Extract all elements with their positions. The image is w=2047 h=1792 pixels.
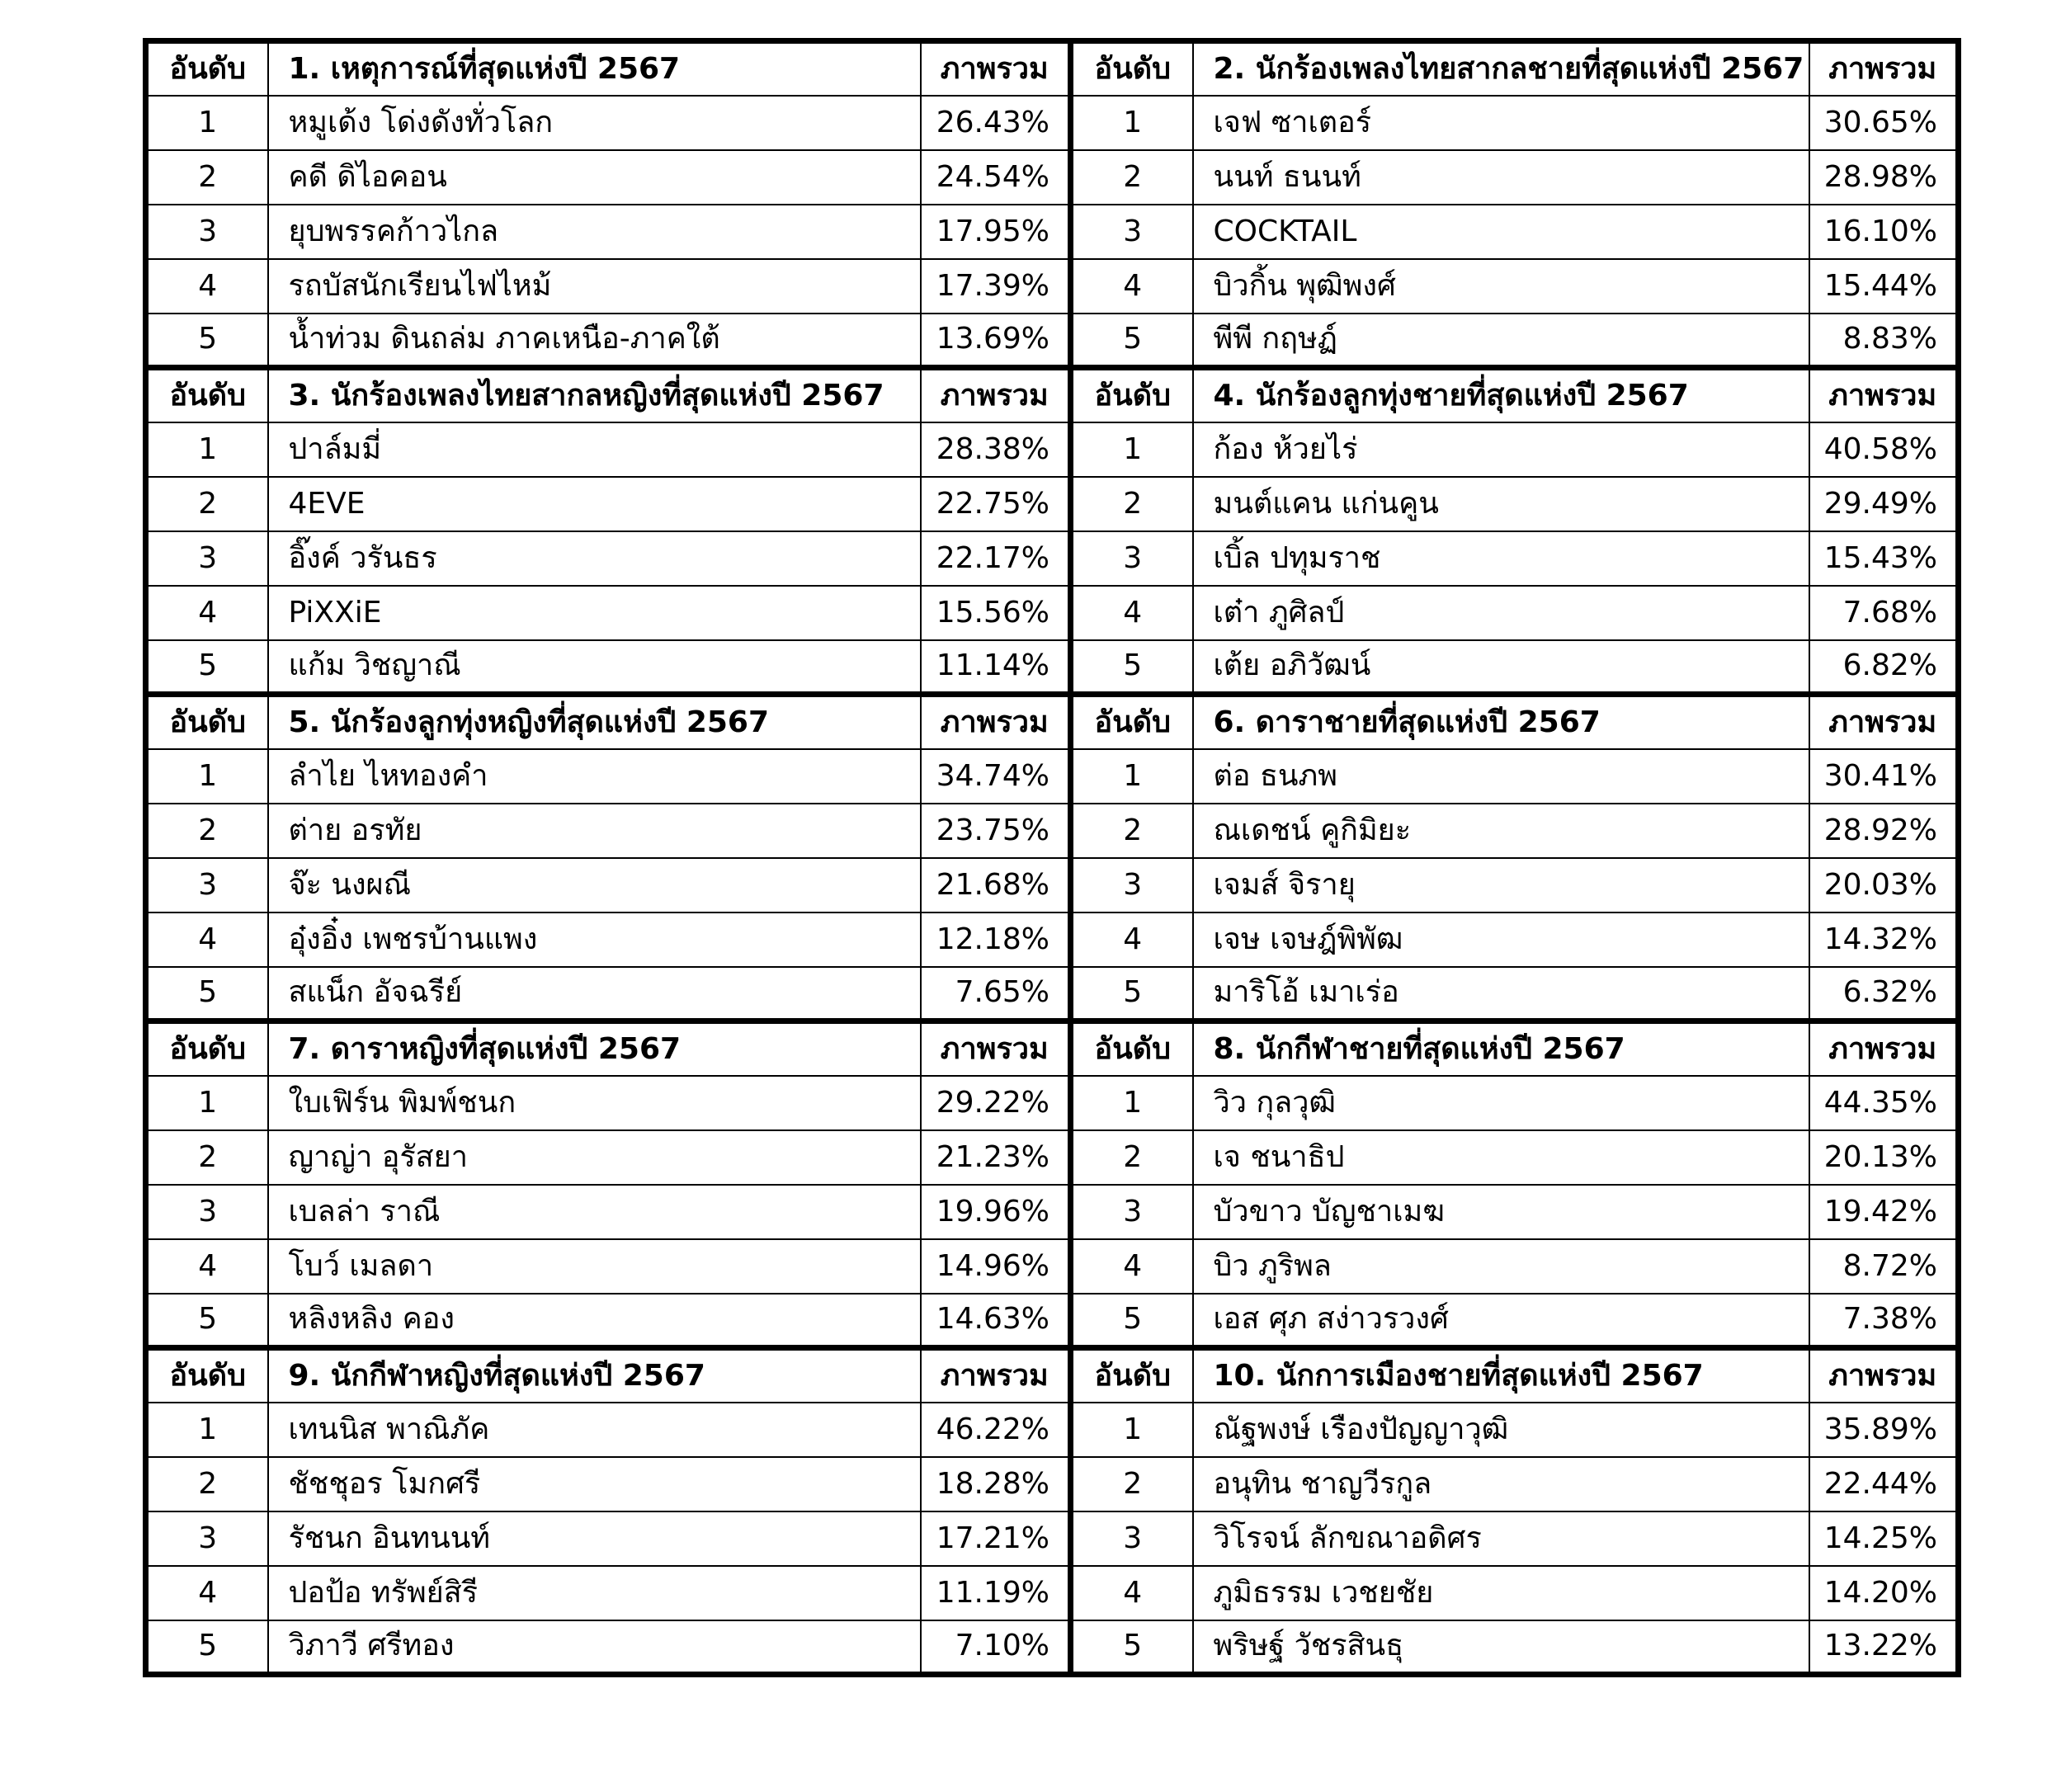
percent-cell: 28.98% xyxy=(1809,150,1959,205)
table-row xyxy=(146,96,1959,150)
rank-cell: 4 xyxy=(146,1239,268,1294)
percent-cell: 14.20% xyxy=(1809,1566,1959,1620)
name-cell: หลิงหลิง คอง xyxy=(268,1294,921,1348)
rank-cell: 5 xyxy=(146,1620,268,1675)
percent-cell: 16.10% xyxy=(1809,205,1959,259)
poll-results-body xyxy=(146,41,1959,1675)
rank-cell: 1 xyxy=(1071,96,1193,150)
table-row xyxy=(146,422,1959,477)
percent-cell: 22.44% xyxy=(1809,1457,1959,1511)
percent-cell: 20.03% xyxy=(1809,858,1959,913)
rank-column-header: อันดับ xyxy=(1071,1021,1193,1076)
rank-cell: 5 xyxy=(1071,640,1193,695)
name-cell: ยุบพรรคก้าวไกล xyxy=(268,205,921,259)
name-cell: เบลล่า ราณี xyxy=(268,1185,921,1239)
rank-cell: 2 xyxy=(146,1130,268,1185)
table-row xyxy=(146,205,1959,259)
table-row xyxy=(146,1403,1959,1457)
percent-cell: 29.49% xyxy=(1809,477,1959,531)
name-cell: เจ ชนาธิป xyxy=(1193,1130,1809,1185)
rank-cell: 3 xyxy=(146,1511,268,1566)
name-cell: สแน็ก อัจฉรีย์ xyxy=(268,967,921,1021)
table-row xyxy=(146,749,1959,804)
name-cell: COCKTAIL xyxy=(1193,205,1809,259)
name-cell: ต่าย อรทัย xyxy=(268,804,921,858)
percent-cell: 14.32% xyxy=(1809,913,1959,967)
category-title: 1. เหตุการณ์ที่สุดแห่งปี 2567 xyxy=(268,41,921,96)
poll-results-table xyxy=(143,38,1961,1677)
table-row xyxy=(146,1457,1959,1511)
percent-cell: 14.96% xyxy=(921,1239,1071,1294)
name-cell: เจษ เจษฎ์พิพัฒ xyxy=(1193,913,1809,967)
category-title: 4. นักร้องลูกทุ่งชายที่สุดแห่งปี 2567 xyxy=(1193,368,1809,422)
percent-cell: 21.68% xyxy=(921,858,1071,913)
rank-column-header: อันดับ xyxy=(146,695,268,749)
category-title: 10. นักการเมืองชายที่สุดแห่งปี 2567 xyxy=(1193,1348,1809,1403)
name-cell: พีพี กฤษฏ์ xyxy=(1193,314,1809,368)
category-title: 9. นักกีฬาหญิงที่สุดแห่งปี 2567 xyxy=(268,1348,921,1403)
rank-cell: 5 xyxy=(1071,967,1193,1021)
rank-cell: 5 xyxy=(1071,1294,1193,1348)
overall-column-header: ภาพรวม xyxy=(921,695,1071,749)
percent-cell: 30.65% xyxy=(1809,96,1959,150)
percent-cell: 17.39% xyxy=(921,259,1071,314)
name-cell: ณัฐพงษ์ เรืองปัญญาวุฒิ xyxy=(1193,1403,1809,1457)
name-cell: มาริโอ้ เมาเร่อ xyxy=(1193,967,1809,1021)
name-cell: ปาล์มมี่ xyxy=(268,422,921,477)
percent-cell: 7.10% xyxy=(921,1620,1071,1675)
table-row xyxy=(146,967,1959,1021)
name-cell: บัวขาว บัญชาเมฆ xyxy=(1193,1185,1809,1239)
overall-column-header: ภาพรวม xyxy=(921,1348,1071,1403)
name-cell: เบิ้ล ปทุมราช xyxy=(1193,531,1809,586)
percent-cell: 15.44% xyxy=(1809,259,1959,314)
category-header-row xyxy=(146,1348,1959,1403)
rank-cell: 3 xyxy=(1071,1511,1193,1566)
overall-column-header: ภาพรวม xyxy=(1809,368,1959,422)
rank-cell: 1 xyxy=(146,96,268,150)
table-row xyxy=(146,804,1959,858)
percent-cell: 11.19% xyxy=(921,1566,1071,1620)
rank-cell: 2 xyxy=(1071,1130,1193,1185)
name-cell: พริษฐ์ วัชรสินธุ xyxy=(1193,1620,1809,1675)
category-title: 8. นักกีฬาชายที่สุดแห่งปี 2567 xyxy=(1193,1021,1809,1076)
name-cell: PiXXiE xyxy=(268,586,921,640)
percent-cell: 19.96% xyxy=(921,1185,1071,1239)
rank-cell: 1 xyxy=(146,1076,268,1130)
overall-column-header: ภาพรวม xyxy=(921,41,1071,96)
percent-cell: 15.43% xyxy=(1809,531,1959,586)
category-title: 3. นักร้องเพลงไทยสากลหญิงที่สุดแห่งปี 2567 xyxy=(268,368,921,422)
rank-cell: 3 xyxy=(146,531,268,586)
table-row xyxy=(146,1076,1959,1130)
table-row xyxy=(146,1239,1959,1294)
table-row xyxy=(146,586,1959,640)
table-row xyxy=(146,150,1959,205)
percent-cell: 28.92% xyxy=(1809,804,1959,858)
rank-cell: 1 xyxy=(1071,1076,1193,1130)
rank-cell: 3 xyxy=(1071,531,1193,586)
percent-cell: 35.89% xyxy=(1809,1403,1959,1457)
percent-cell: 6.82% xyxy=(1809,640,1959,695)
rank-cell: 2 xyxy=(146,150,268,205)
name-cell: จ๊ะ นงผณี xyxy=(268,858,921,913)
rank-cell: 4 xyxy=(146,1566,268,1620)
name-cell: ญาญ่า อุรัสยา xyxy=(268,1130,921,1185)
rank-column-header: อันดับ xyxy=(1071,1348,1193,1403)
table-row xyxy=(146,1130,1959,1185)
category-header-row xyxy=(146,368,1959,422)
percent-cell: 7.68% xyxy=(1809,586,1959,640)
rank-column-header: อันดับ xyxy=(146,41,268,96)
percent-cell: 30.41% xyxy=(1809,749,1959,804)
rank-cell: 5 xyxy=(1071,314,1193,368)
percent-cell: 19.42% xyxy=(1809,1185,1959,1239)
percent-cell: 46.22% xyxy=(921,1403,1071,1457)
name-cell: เต๋า ภูศิลป์ xyxy=(1193,586,1809,640)
table-row xyxy=(146,259,1959,314)
name-cell: 4EVE xyxy=(268,477,921,531)
percent-cell: 23.75% xyxy=(921,804,1071,858)
name-cell: บิวกิ้น พุฒิพงศ์ xyxy=(1193,259,1809,314)
rank-column-header: อันดับ xyxy=(146,1021,268,1076)
category-title: 5. นักร้องลูกทุ่งหญิงที่สุดแห่งปี 2567 xyxy=(268,695,921,749)
overall-column-header: ภาพรวม xyxy=(1809,1348,1959,1403)
name-cell: เจมส์ จิรายุ xyxy=(1193,858,1809,913)
category-title: 2. นักร้องเพลงไทยสากลชายที่สุดแห่งปี 2567 xyxy=(1193,41,1809,96)
table-row xyxy=(146,1185,1959,1239)
name-cell: ณเดชน์ คูกิมิยะ xyxy=(1193,804,1809,858)
rank-cell: 1 xyxy=(146,749,268,804)
percent-cell: 17.21% xyxy=(921,1511,1071,1566)
percent-cell: 12.18% xyxy=(921,913,1071,967)
rank-cell: 5 xyxy=(146,1294,268,1348)
table-row xyxy=(146,913,1959,967)
table-row xyxy=(146,314,1959,368)
name-cell: เจฟ ซาเตอร์ xyxy=(1193,96,1809,150)
rank-cell: 2 xyxy=(146,477,268,531)
rank-column-header: อันดับ xyxy=(1071,41,1193,96)
rank-cell: 1 xyxy=(146,1403,268,1457)
table-row xyxy=(146,531,1959,586)
percent-cell: 7.65% xyxy=(921,967,1071,1021)
rank-column-header: อันดับ xyxy=(146,1348,268,1403)
rank-cell: 1 xyxy=(1071,749,1193,804)
rank-cell: 2 xyxy=(1071,150,1193,205)
name-cell: อนุทิน ชาญวีรกูล xyxy=(1193,1457,1809,1511)
overall-column-header: ภาพรวม xyxy=(921,368,1071,422)
table-row xyxy=(146,858,1959,913)
rank-cell: 4 xyxy=(1071,1566,1193,1620)
name-cell: เทนนิส พาณิภัค xyxy=(268,1403,921,1457)
rank-cell: 5 xyxy=(1071,1620,1193,1675)
rank-cell: 3 xyxy=(146,1185,268,1239)
rank-cell: 4 xyxy=(1071,586,1193,640)
name-cell: รัชนก อินทนนท์ xyxy=(268,1511,921,1566)
rank-cell: 4 xyxy=(1071,1239,1193,1294)
rank-cell: 3 xyxy=(146,205,268,259)
percent-cell: 40.58% xyxy=(1809,422,1959,477)
table-row xyxy=(146,1294,1959,1348)
rank-cell: 1 xyxy=(146,422,268,477)
rank-cell: 3 xyxy=(1071,1185,1193,1239)
overall-column-header: ภาพรวม xyxy=(1809,41,1959,96)
rank-cell: 4 xyxy=(1071,259,1193,314)
name-cell: บิว ภูริพล xyxy=(1193,1239,1809,1294)
overall-column-header: ภาพรวม xyxy=(1809,1021,1959,1076)
percent-cell: 13.69% xyxy=(921,314,1071,368)
percent-cell: 24.54% xyxy=(921,150,1071,205)
rank-cell: 3 xyxy=(1071,858,1193,913)
category-title: 7. ดาราหญิงที่สุดแห่งปี 2567 xyxy=(268,1021,921,1076)
name-cell: หมูเด้ง โด่งดังทั่วโลก xyxy=(268,96,921,150)
percent-cell: 8.72% xyxy=(1809,1239,1959,1294)
table-row xyxy=(146,1620,1959,1675)
percent-cell: 14.63% xyxy=(921,1294,1071,1348)
name-cell: นนท์ ธนนท์ xyxy=(1193,150,1809,205)
percent-cell: 22.17% xyxy=(921,531,1071,586)
percent-cell: 7.38% xyxy=(1809,1294,1959,1348)
name-cell: มนต์แคน แก่นคูน xyxy=(1193,477,1809,531)
percent-cell: 11.14% xyxy=(921,640,1071,695)
percent-cell: 21.23% xyxy=(921,1130,1071,1185)
rank-cell: 4 xyxy=(146,259,268,314)
name-cell: แก้ม วิชญาณี xyxy=(268,640,921,695)
name-cell: ปอป้อ ทรัพย์สิรี xyxy=(268,1566,921,1620)
table-row xyxy=(146,640,1959,695)
name-cell: วิภาวี ศรีทอง xyxy=(268,1620,921,1675)
rank-cell: 3 xyxy=(146,858,268,913)
rank-cell: 5 xyxy=(146,314,268,368)
rank-cell: 2 xyxy=(1071,1457,1193,1511)
name-cell: คดี ดิไอคอน xyxy=(268,150,921,205)
name-cell: อิ๊งค์ วรันธร xyxy=(268,531,921,586)
rank-cell: 4 xyxy=(146,586,268,640)
table-row xyxy=(146,1566,1959,1620)
name-cell: วิว กุลวุฒิ xyxy=(1193,1076,1809,1130)
rank-cell: 1 xyxy=(1071,1403,1193,1457)
name-cell: น้ำท่วม ดินถล่ม ภาคเหนือ-ภาคใต้ xyxy=(268,314,921,368)
rank-cell: 4 xyxy=(1071,913,1193,967)
percent-cell: 44.35% xyxy=(1809,1076,1959,1130)
rank-column-header: อันดับ xyxy=(1071,695,1193,749)
rank-cell: 2 xyxy=(1071,804,1193,858)
rank-column-header: อันดับ xyxy=(1071,368,1193,422)
rank-cell: 5 xyxy=(146,640,268,695)
name-cell: ใบเฟิร์น พิมพ์ชนก xyxy=(268,1076,921,1130)
name-cell: โบว์ เมลดา xyxy=(268,1239,921,1294)
rank-cell: 2 xyxy=(1071,477,1193,531)
rank-cell: 2 xyxy=(146,1457,268,1511)
percent-cell: 17.95% xyxy=(921,205,1071,259)
name-cell: ลำไย ไหทองคำ xyxy=(268,749,921,804)
rank-column-header: อันดับ xyxy=(146,368,268,422)
percent-cell: 8.83% xyxy=(1809,314,1959,368)
rank-cell: 5 xyxy=(146,967,268,1021)
name-cell: เอส ศุภ สง่าวรวงศ์ xyxy=(1193,1294,1809,1348)
category-title: 6. ดาราชายที่สุดแห่งปี 2567 xyxy=(1193,695,1809,749)
name-cell: อุ๋งอิ๋ง เพชรบ้านแพง xyxy=(268,913,921,967)
rank-cell: 2 xyxy=(146,804,268,858)
percent-cell: 20.13% xyxy=(1809,1130,1959,1185)
percent-cell: 29.22% xyxy=(921,1076,1071,1130)
percent-cell: 18.28% xyxy=(921,1457,1071,1511)
table-row xyxy=(146,1511,1959,1566)
percent-cell: 15.56% xyxy=(921,586,1071,640)
rank-cell: 1 xyxy=(1071,422,1193,477)
overall-column-header: ภาพรวม xyxy=(921,1021,1071,1076)
percent-cell: 13.22% xyxy=(1809,1620,1959,1675)
name-cell: ก้อง ห้วยไร่ xyxy=(1193,422,1809,477)
name-cell: เต้ย อภิวัฒน์ xyxy=(1193,640,1809,695)
percent-cell: 34.74% xyxy=(921,749,1071,804)
percent-cell: 26.43% xyxy=(921,96,1071,150)
name-cell: รถบัสนักเรียนไฟไหม้ xyxy=(268,259,921,314)
percent-cell: 28.38% xyxy=(921,422,1071,477)
category-header-row xyxy=(146,1021,1959,1076)
name-cell: ชัชชุอร โมกศรี xyxy=(268,1457,921,1511)
category-header-row xyxy=(146,695,1959,749)
percent-cell: 14.25% xyxy=(1809,1511,1959,1566)
overall-column-header: ภาพรวม xyxy=(1809,695,1959,749)
rank-cell: 4 xyxy=(146,913,268,967)
rank-cell: 3 xyxy=(1071,205,1193,259)
category-header-row xyxy=(146,41,1959,96)
percent-cell: 6.32% xyxy=(1809,967,1959,1021)
name-cell: วิโรจน์ ลักขณาอดิศร xyxy=(1193,1511,1809,1566)
name-cell: ต่อ ธนภพ xyxy=(1193,749,1809,804)
name-cell: ภูมิธรรม เวชยชัย xyxy=(1193,1566,1809,1620)
percent-cell: 22.75% xyxy=(921,477,1071,531)
table-row xyxy=(146,477,1959,531)
